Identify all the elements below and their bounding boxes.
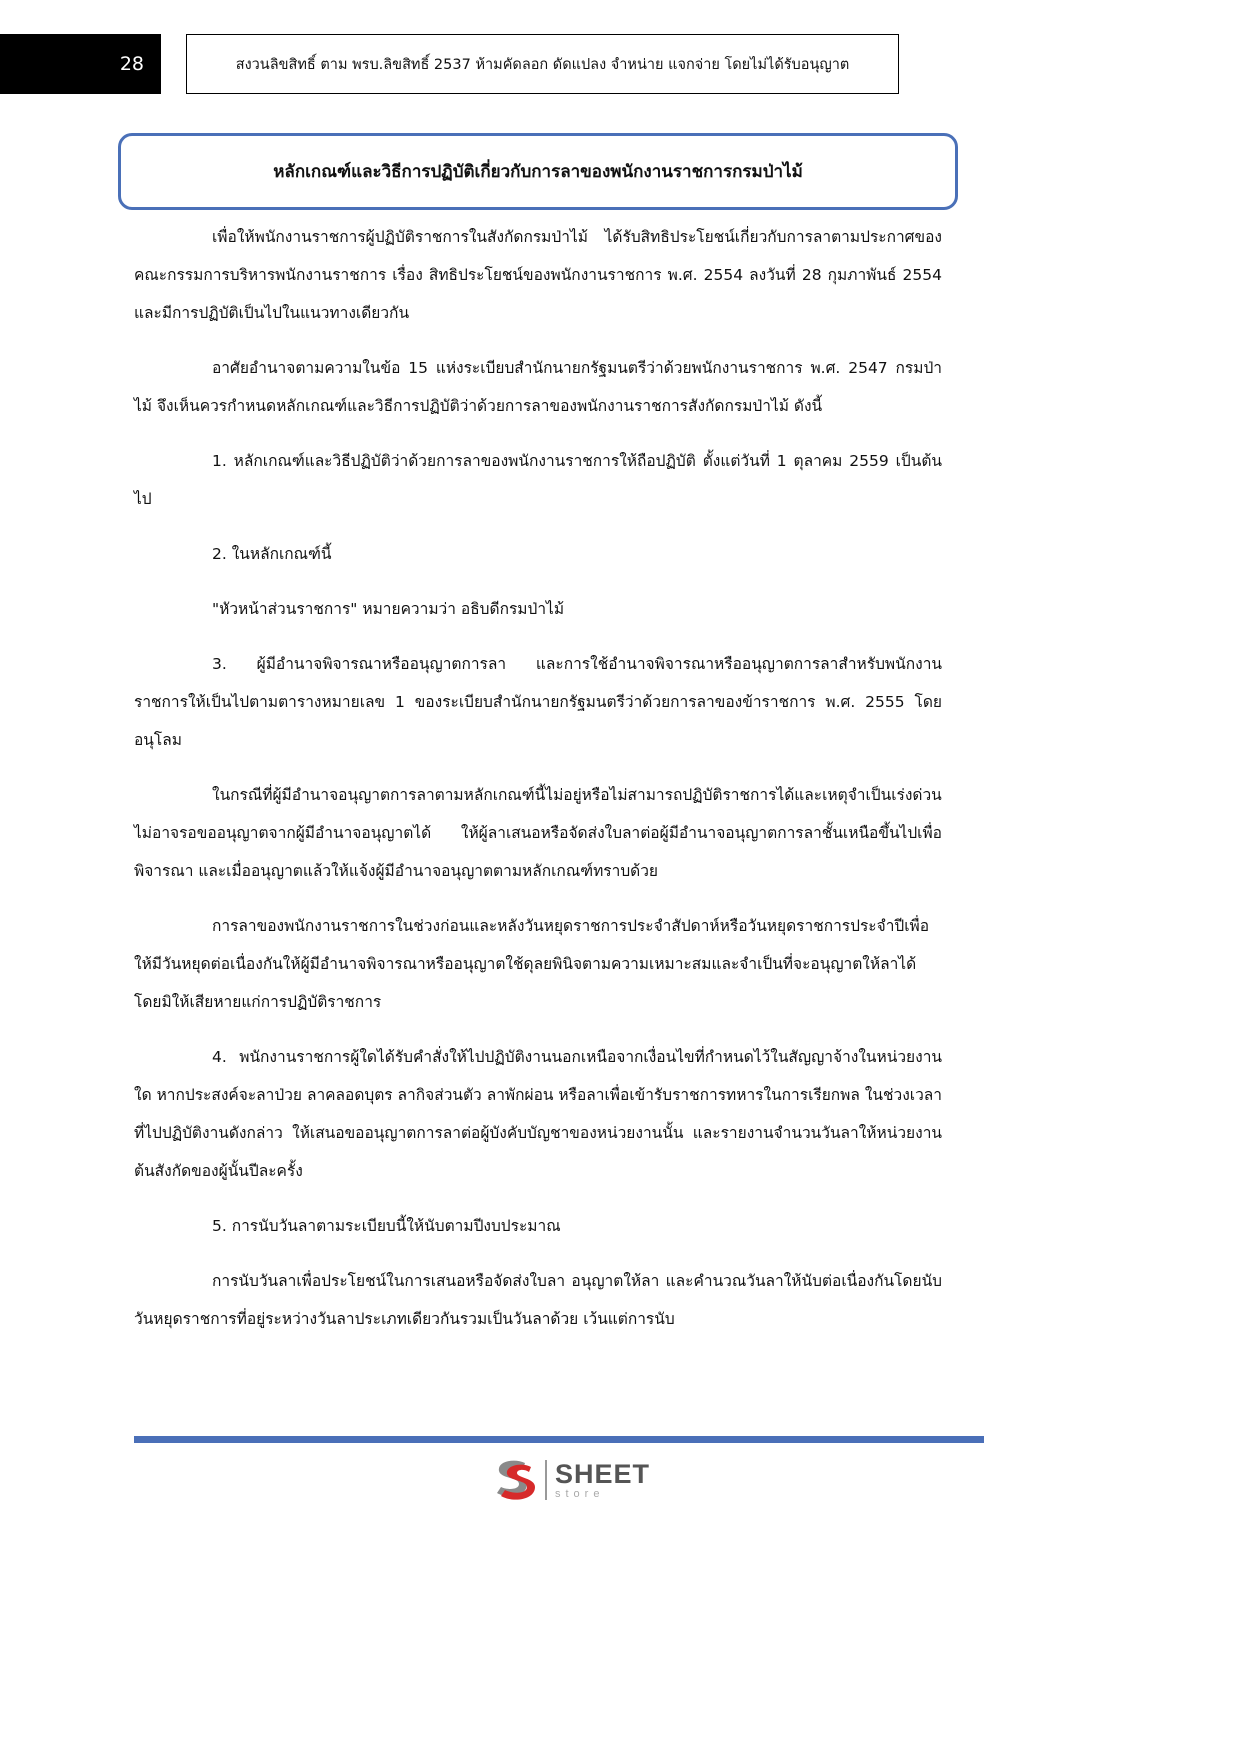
- copyright-header: [186, 34, 899, 94]
- paragraph: ในกรณีที่ผู้มีอำนาจอนุญาตการลาตามหลักเกณฑ์นี้ไม่อยู่หรือไม่สามารถปฏิบัติราชการได้และเหตุจำเป็นเร่งด่วนไม่อาจรอขออนุญาตจากผู้มีอำนาจอนุญาตได้ ให้ผู้ลาเสนอหรือจัดส่งใบลาต่อผู้มีอำนาจอนุญาตการลาชั้นเหนือขึ้นไปเพื่อพิจารณา และเมื่ออนุญาตแล้วให้แจ้งผู้มีอำนาจอนุญาตตามหลักเกณฑ์ทราบด้วย: [134, 786, 942, 880]
- paragraph: 4. พนักงานราชการผู้ใดได้รับคำสั่งให้ไปปฏิบัติงานนอกเหนือจากเงื่อนไขที่กำหนดไว้ในสัญญาจ้างในหน่วยงานใด หากประสงค์จะลาป่วย ลาคลอดบุตร ลากิจส่วนตัว ลาพักผ่อน หรือลาเพื่อเข้ารับราชการทหารในการเรียกพล ในช่วงเวลาที่ไปปฏิบัติงานดังกล่าว ให้เสนอขออนุญาตการลาต่อผู้บังคับบัญชาของหน่วยงานนั้น และรายงานจำนวนวันลาให้หน่วยงานต้นสังกัดของผู้นั้นปีละครั้ง: [134, 1048, 942, 1180]
- page-number: 28: [119, 53, 144, 75]
- copyright-notice: สงวนลิขสิทธิ์ ตาม พรบ.ลิขสิทธิ์ 2537 ห้ามคัดลอก ดัดแปลง จำหน่าย แจกจ่าย โดยไม่ได้รับอนุญาต: [235, 56, 850, 73]
- paragraph: 5. การนับวันลาตามระเบียบนี้ให้นับตามปีงบประมาณ: [212, 1217, 561, 1235]
- paragraph: เพื่อให้พนักงานราชการผู้ปฏิบัติราชการในสังกัดกรมป่าไม้ ได้รับสิทธิประโยชน์เกี่ยวกับการลาตามประกาศของคณะกรรมการบริหารพนักงานราชการ เรื่อง สิทธิประโยชน์ของพนักงานราชการ พ.ศ. 2554 ลงวันที่ 28 กุมภาพันธ์ 2554 และมีการปฏิบัติเป็นไปในแนวทางเดียวกัน: [134, 228, 942, 322]
- page-number-box: [0, 34, 161, 94]
- sheet-store-logo-icon: [489, 1457, 541, 1503]
- paragraph: 3. ผู้มีอำนาจพิจารณาหรืออนุญาตการลา และการใช้อำนาจพิจารณาหรืออนุญาตการลาสำหรับพนักงานราชการให้เป็นไปตามตารางหมายเลข 1 ของระเบียบสำนักนายกรัฐมนตรีว่าด้วยการลาของข้าราชการ พ.ศ. 2555 โดยอนุโลม: [134, 655, 942, 749]
- body-text: [134, 218, 942, 1338]
- logo-wordmark-sheet: SHEET: [555, 1458, 651, 1489]
- paragraph: การนับวันลาเพื่อประโยชน์ในการเสนอหรือจัดส่งใบลา อนุญาตให้ลา และคำนวณวันลาให้นับต่อเนื่องกันโดยนับวันหยุดราชการที่อยู่ระหว่างวันลาประเภทเดียวกันรวมเป็นวันลาด้วย เว้นแต่การนับ: [134, 1272, 942, 1328]
- section-title-box: [118, 133, 958, 210]
- logo-wordmark-store: store: [555, 1487, 605, 1500]
- sheet-store-logo: [489, 1457, 650, 1503]
- paragraph: "หัวหน้าส่วนราชการ" หมายความว่า อธิบดีกรมป่าไม้: [212, 600, 565, 618]
- paragraph: การลาของพนักงานราชการในช่วงก่อนและหลังวันหยุดราชการประจำสัปดาห์หรือวันหยุดราชการประจำปีเพื่อให้มีวันหยุดต่อเนื่องกันให้ผู้มีอำนาจพิจารณาหรืออนุญาตใช้ดุลยพินิจตามความเหมาะสมและจำเป็นที่จะอนุญาตให้ลาได้ โดยมิให้เสียหายแก่การปฏิบัติราชการ: [134, 917, 930, 1011]
- paragraph: อาศัยอำนาจตามความในข้อ 15 แห่งระเบียบสำนักนายกรัฐมนตรีว่าด้วยพนักงานราชการ พ.ศ. 2547 กรมป่าไม้ จึงเห็นควรกำหนดหลักเกณฑ์และวิธีการปฏิบัติว่าด้วยการลาของพนักงานราชการสังกัดกรมป่าไม้ ดังนี้: [134, 359, 942, 415]
- section-title: หลักเกณฑ์และวิธีการปฏิบัติเกี่ยวกับการลาของพนักงานราชการกรมป่าไม้: [273, 162, 803, 182]
- logo-text: [555, 1458, 651, 1500]
- paragraph: 2. ในหลักเกณฑ์นี้: [212, 545, 332, 563]
- footer-rule: [134, 1436, 984, 1443]
- logo-divider: [545, 1460, 547, 1500]
- paragraph: 1. หลักเกณฑ์และวิธีปฏิบัติว่าด้วยการลาของพนักงานราชการให้ถือปฏิบัติ ตั้งแต่วันที่ 1 ตุลาคม 2559 เป็นต้นไป: [134, 452, 942, 508]
